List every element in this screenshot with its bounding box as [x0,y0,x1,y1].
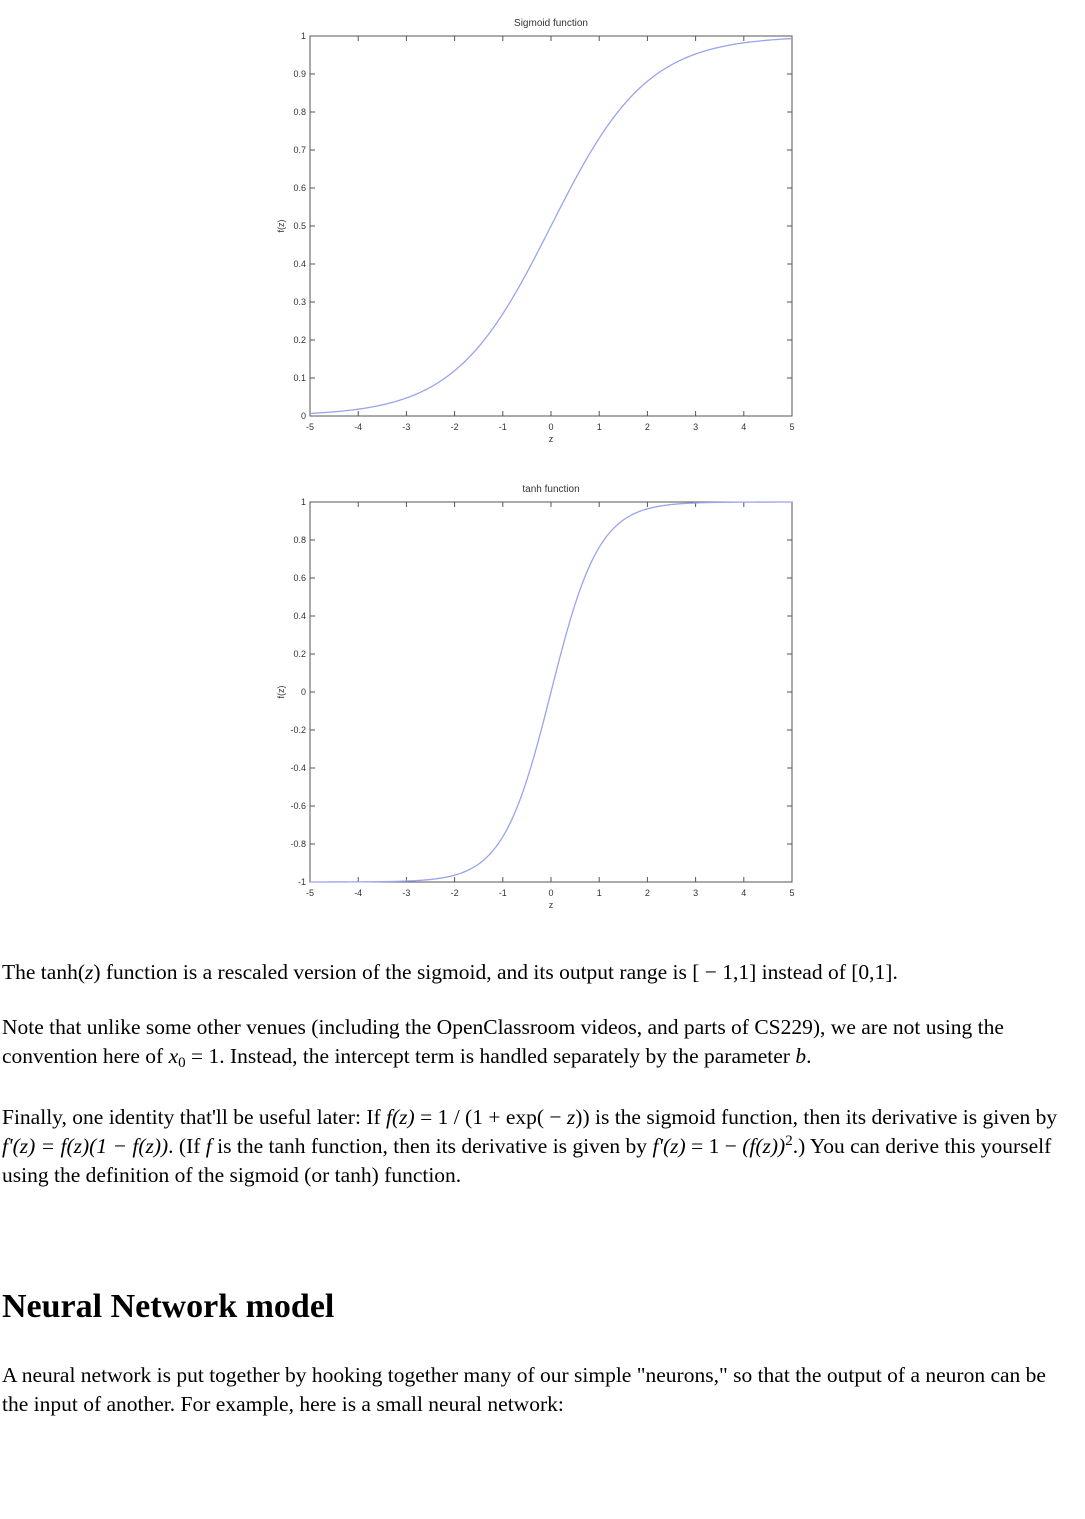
y-tick-label: 1 [300,31,306,41]
tanh-chart-svg [272,478,812,918]
x-tick-label: -5 [305,422,315,432]
x-tick-label: -5 [305,888,315,898]
x-tick-label: -3 [402,888,411,898]
y-tick-label: -0.4 [290,763,306,773]
paragraph-intercept-note: Note that unlike some other venues (including the OpenClassroom videos, and parts of CS229), we are not using the convention here of $x_0 = 1$. Instead, the intercept term is handled separately by the parameter b. [2,1015,1004,1071]
x-axis-label: z [548,434,554,444]
x-tick-label: 1 [596,422,602,432]
sigmoid-chart-svg [272,12,812,452]
x-tick-label: -4 [354,888,363,898]
y-tick-label: 0.6 [293,573,306,583]
y-axis-label: f(z) [276,685,286,699]
y-tick-label: 0.1 [293,373,306,383]
x-tick-label: 5 [789,422,795,432]
y-tick-label: 0.8 [293,535,306,545]
y-tick-label: -0.2 [290,725,306,735]
y-tick-label: -0.6 [290,801,306,811]
x-tick-label: 3 [693,888,699,898]
x-tick-label: 2 [644,888,650,898]
y-tick-label: 1 [300,497,306,507]
x-tick-label: 5 [789,888,795,898]
x-tick-label: -2 [450,888,459,898]
sigmoid-chart [272,12,812,452]
paragraph-derivative-identity: Finally, one identity that'll be useful later: If f(z) = 1 / (1 + exp( − z)) is the sigmoid function, then its derivative is given by f'(z) = f(z)(1 − f(z)). (If f is the tanh function, then its derivative is given by $f'(z) = 1 - (f(z))^2$.) You can derive this yourself using the definition of the sigmoid (or tanh) function. [2,1105,1058,1187]
x-tick-label: 4 [741,888,747,898]
x-tick-label: 3 [693,422,699,432]
y-tick-label: 0 [300,687,306,697]
y-tick-label: 0.7 [293,145,306,155]
y-tick-label: 0.5 [293,221,306,231]
x-tick-label: -2 [450,422,459,432]
chart-title: tanh function [522,484,580,495]
y-tick-label: 0.8 [293,107,306,117]
x-tick-label: -1 [498,422,507,432]
y-tick-label: -1 [297,877,306,887]
x-tick-label: -4 [354,422,363,432]
y-tick-label: 0.4 [293,259,306,269]
x-tick-label: -3 [402,422,411,432]
y-tick-label: 0.4 [293,611,306,621]
y-tick-label: 0 [300,411,306,421]
paragraph-tanh-range: The tanh(z) function is a rescaled version of the sigmoid, and its output range is [ − 1,1] instead of [0,1]. [2,960,898,984]
x-tick-label: 2 [644,422,650,432]
y-tick-label: 0.6 [293,183,306,193]
y-tick-label: -0.8 [290,839,306,849]
x-axis-label: z [548,900,554,910]
y-tick-label: 0.3 [293,297,306,307]
section-heading: Neural Network model [2,1288,335,1325]
x-tick-label: 1 [596,888,602,898]
chart-title: Sigmoid function [514,18,588,29]
x-tick-label: -1 [498,888,507,898]
y-tick-label: 0.9 [293,69,306,79]
x-tick-label: 0 [548,422,554,432]
tanh-chart [272,478,812,918]
x-tick-label: 0 [548,888,554,898]
y-tick-label: 0.2 [293,649,306,659]
y-tick-label: 0.2 [293,335,306,345]
x-tick-label: 4 [741,422,747,432]
y-axis-label: f(z) [276,219,286,233]
paragraph-neural-network-intro: A neural network is put together by hooking together many of our simple "neurons," so that the output of a neuron can be the input of another. For example, here is a small neural network: [2,1363,1046,1416]
